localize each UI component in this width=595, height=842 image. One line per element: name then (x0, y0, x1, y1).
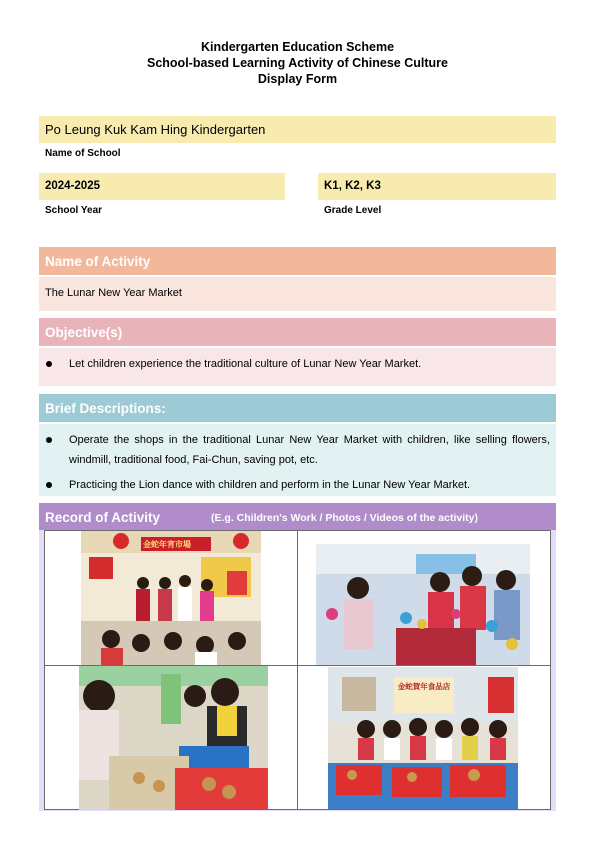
record-section-heading (39, 503, 556, 531)
grade-level-value: K1, K2, K3 (324, 180, 381, 192)
record-subheading-text: (E.g. Children's Work / Photos / Videos of the activity) (211, 512, 478, 524)
photo-windmill-stall-image (316, 544, 530, 665)
form-title-line3: Display Form (257, 72, 338, 86)
descriptions-heading-text: Brief Descriptions: (45, 401, 166, 416)
descriptions-section-body (39, 424, 556, 496)
objectives-heading-text: Objective(s) (45, 325, 123, 340)
photo-snack-table (79, 666, 268, 810)
objectives-section-heading (39, 318, 556, 346)
school-name-caption: Name of School (45, 148, 121, 159)
activity-heading-text: Name of Activity (45, 254, 151, 269)
form-title-line2: School-based Learning Activity of Chinese Culture (147, 56, 448, 70)
school-year-value: 2024-2025 (45, 180, 100, 192)
objectives-section-body (39, 348, 556, 386)
photo-windmill-stall (316, 544, 530, 665)
descriptions-section-heading (39, 394, 556, 422)
bullet-icon (46, 482, 52, 488)
record-heading-text: Record of Activity (45, 510, 161, 525)
form-title-line1: Kindergarten Education Scheme (200, 40, 395, 54)
bullet-icon (46, 437, 52, 443)
description-item: Practicing the Lion dance with children and perform in the Lunar New Year Market. (69, 479, 471, 491)
school-year-caption: School Year (45, 205, 103, 216)
grade-level-caption: Grade Level (324, 205, 382, 216)
bullet-icon (46, 361, 52, 367)
photo-snack-table-image (79, 666, 268, 810)
activity-section-heading (39, 247, 556, 275)
record-section-body (39, 530, 556, 811)
school-name-value: Po Leung Kuk Kam Hing Kindergarten (45, 122, 266, 137)
photo-market-hall (81, 531, 261, 665)
objective-item: Let children experience the traditional culture of Lunar New Year Market. (69, 358, 422, 370)
activity-name-value: The Lunar New Year Market (45, 287, 182, 299)
activity-section-body (39, 277, 556, 311)
school-name-field (39, 116, 556, 143)
grade-level-field (318, 173, 556, 200)
photo-market-hall-image (81, 531, 261, 665)
school-year-field (39, 173, 285, 200)
photo-food-shop (328, 667, 518, 809)
description-item: Operate the shops in the traditional Lunar New Year Market with children, like selling flowers, windmill, traditional food, Fai-Chun, saving pot, etc. (69, 434, 550, 466)
food-shop-sign: 金蛇賀年食品店 (397, 682, 451, 691)
market-banner-sign: 金蛇年宵市場 (143, 540, 191, 549)
